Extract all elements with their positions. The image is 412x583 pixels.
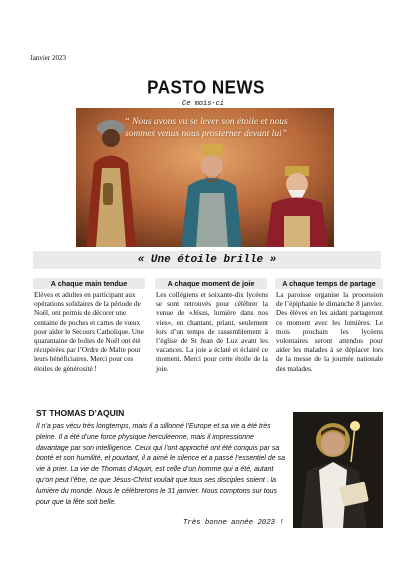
column-1-heading: A chaque main tendue [33,278,145,289]
saint-title: ST THOMAS D’AQUIN [36,408,125,418]
hero-quote [88,116,324,141]
section-banner: « Une étoile brille » [33,251,381,269]
column-1-body: Elèves et adultes en participant aux opérations solidaires de la période de Noël, ont permis de décorer une centaine de poches et cartes de vœux pour aider le Secours Catholique. Une quarantaine de boîtes de Noël ont été récupérées par l’Ordre de Malte pour leurs bénéficiaires. Merci pour ces étoiles de générosité ! [34,291,144,373]
newsletter-date: Janvier 2023 [30,54,66,62]
newsletter-subtitle: Ce mois-ci [182,100,225,108]
saint-text: Il n’a pas vécu très longtemps, mais il a sillonné l’Europe et sa vie a été très pleine. Il a été d’une force physique herculéenne, mais il impressionne davantage par son intelligence. Ceux qui l’ont approché ont été conquis par sa bonté et son humilité, et pourtant, il a aimé le silence et a passé l’essentiel de sa vie à prier. La vie de Thomas d’Aquin, est celle d’un homme qui a été, autant qu’on peut l’être, ce que Jésus-Christ voulait que tous ses disciples soient : la lumière du monde. Nous le célébrerons le 31 janvier. Nous comptons sur tous pour que la fête soit belle. [36,423,286,506]
new-year-wishes: Très bonne année 2023 ! [183,519,284,527]
column-3-heading: A chaque temps de partage [275,278,383,289]
hero-quote-line1: “ Nous avons vu se lever son étoile et nous [124,117,288,127]
hero-quote-line2: sommes venus nous prosterner devant lui” [125,129,287,140]
column-3-body: La paroisse organise la procession de l’épiphanie le dimanche 8 janvier. Des élèves en les aidant partageront ce moment avec les lumières. Le mois prochain les lycéens volontaires seront attendus pour aider les malades à se déplacer lors de la messe de la journée nationale des malades. [276,291,383,373]
column-2-body: Les collégiens et soixante-dix lycéens se sont retrouvés pour célébrer la venue de «Jésus, lumière dans nos vies», en chantant, priant, seulement lors d’un temps de rassemblement à l’église de St Jean de Luz avant les vacances. La joie a éclaté et éclairé ce moment. Merci pour cette étoile de la joie. [156,291,268,373]
saint-portrait-icon [293,412,383,528]
saint-portrait [293,412,383,528]
column-2-heading: A chaque moment de joie [155,278,267,289]
newsletter-title: PASTO NEWS [147,77,265,98]
